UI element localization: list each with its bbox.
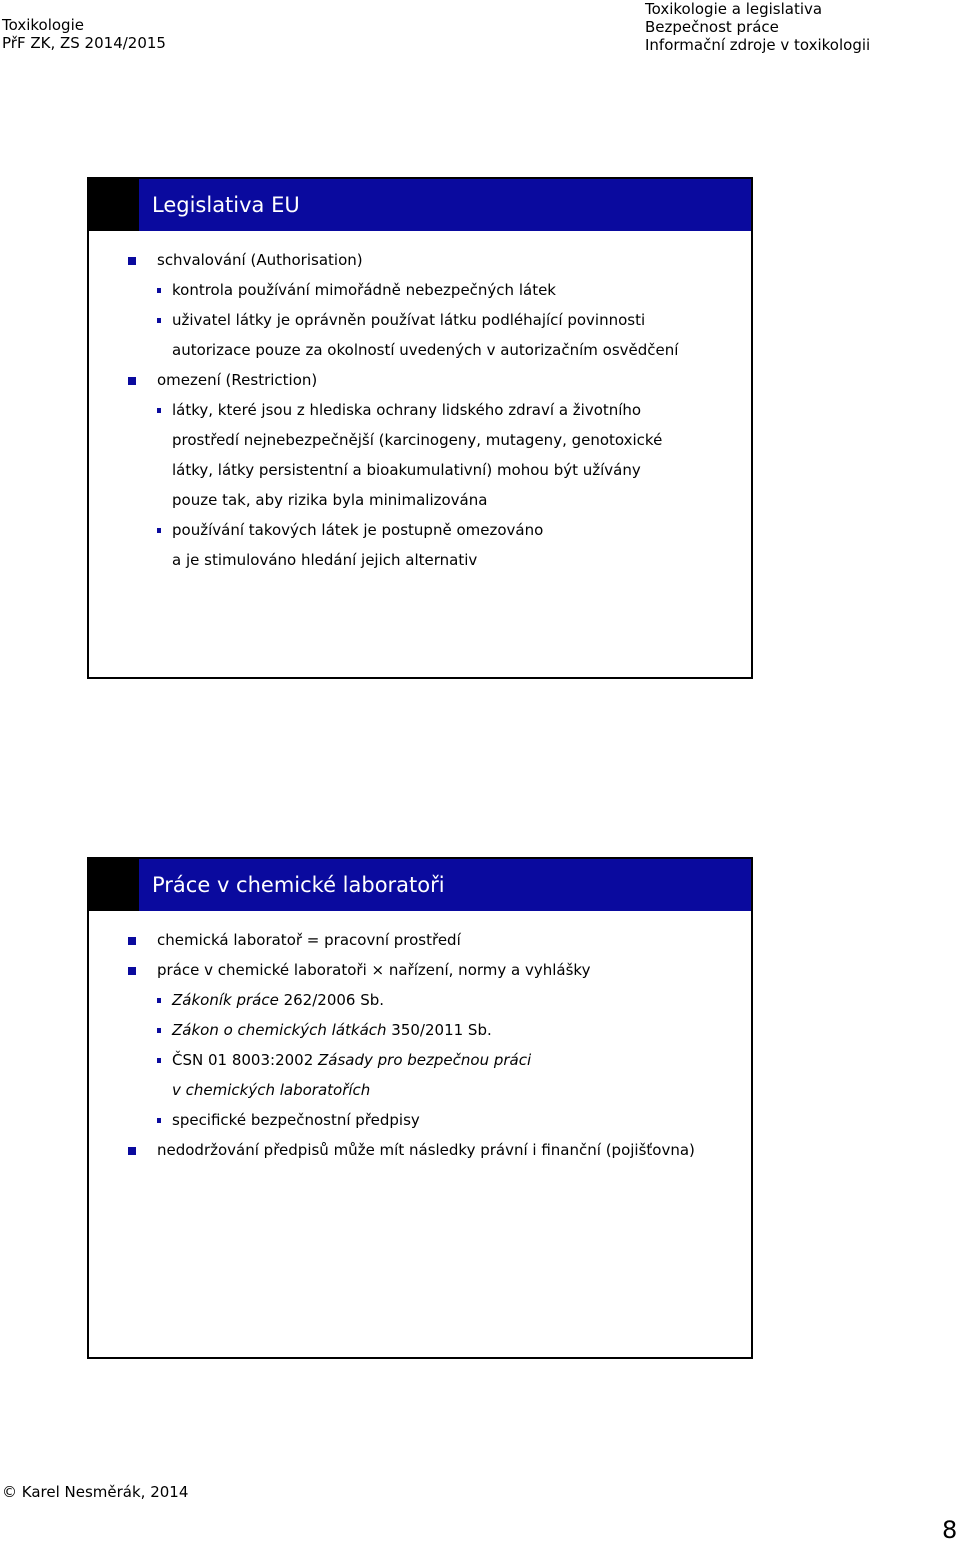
course-term: PřF ZK, ZS 2014/2015 <box>2 34 166 52</box>
slide-body <box>123 925 741 1165</box>
slide-prace-v-laboratori <box>87 857 753 1359</box>
sub-list-item: specifické bezpečnostní předpisy <box>123 1105 741 1135</box>
sub-list-item-continuation: prostředí nejnebezpečnější (karcinogeny, mutageny, genotoxické <box>172 431 663 449</box>
slide-title: Práce v chemické laboratoři <box>152 873 445 897</box>
small-bullet-icon <box>157 318 161 323</box>
sub-list-item: kontrola používání mimořádně nebezpečných látek <box>123 275 741 305</box>
header-right <box>645 0 870 54</box>
square-bullet-icon <box>128 937 136 945</box>
square-bullet-icon <box>128 257 136 265</box>
title-bar-accent <box>89 179 139 231</box>
sub-list-item-continuation: autorizace pouze za okolností uvedených v autorizačním osvědčení <box>172 341 679 359</box>
square-bullet-icon <box>128 1147 136 1155</box>
header-left <box>2 16 166 52</box>
slide-legislativa-eu <box>87 177 753 679</box>
sub-list-item-continuation: látky, látky persistentní a bioakumulativní) mohou být užívány <box>172 461 641 479</box>
topic-3: Informační zdroje v toxikologii <box>645 36 871 54</box>
sub-list-item: ČSN 01 8003:2002 Zásady pro bezpečnou práci <box>123 1045 741 1075</box>
copyright: © Karel Nesměrák, 2014 <box>2 1483 189 1501</box>
sub-list-item: používání takových látek je postupně omezováno <box>123 515 741 545</box>
list-item: práce v chemické laboratoři × nařízení, normy a vyhlášky <box>123 955 741 985</box>
course-title: Toxikologie <box>2 16 84 34</box>
sub-list-item: látky, které jsou z hlediska ochrany lidského zdraví a životního <box>123 395 741 425</box>
sub-list-item-continuation: v chemických laboratořích <box>172 1081 371 1099</box>
topic-2: Bezpečnost práce <box>645 18 779 36</box>
slide-title-bar <box>89 859 751 911</box>
slide-title: Legislativa EU <box>152 193 300 217</box>
small-bullet-icon <box>157 998 161 1003</box>
small-bullet-icon <box>157 408 161 413</box>
square-bullet-icon <box>128 377 136 385</box>
small-bullet-icon <box>157 528 161 533</box>
topic-1: Toxikologie a legislativa <box>645 0 823 18</box>
sub-list-item-continuation: pouze tak, aby rizika byla minimalizována <box>172 491 488 509</box>
small-bullet-icon <box>157 1058 161 1063</box>
slide-body <box>123 245 741 575</box>
small-bullet-icon <box>157 1028 161 1033</box>
sub-list-item-continuation: a je stimulováno hledání jejich alternativ <box>172 551 478 569</box>
title-bar-accent <box>89 859 139 911</box>
list-item: nedodržování předpisů může mít následky právní i finanční (pojišťovna) <box>123 1135 741 1165</box>
list-item: omezení (Restriction) <box>123 365 741 395</box>
square-bullet-icon <box>128 967 136 975</box>
sub-list-item: Zákoník práce 262/2006 Sb. <box>123 985 741 1015</box>
slide-title-bar <box>89 179 751 231</box>
small-bullet-icon <box>157 1118 161 1123</box>
sub-list-item: Zákon o chemických látkách 350/2011 Sb. <box>123 1015 741 1045</box>
sub-list-item: uživatel látky je oprávněn používat látku podléhající povinnosti <box>123 305 741 335</box>
list-item: chemická laboratoř = pracovní prostředí <box>123 925 741 955</box>
list-item: schvalování (Authorisation) <box>123 245 741 275</box>
small-bullet-icon <box>157 288 161 293</box>
page-number: 8 <box>942 1516 958 1544</box>
